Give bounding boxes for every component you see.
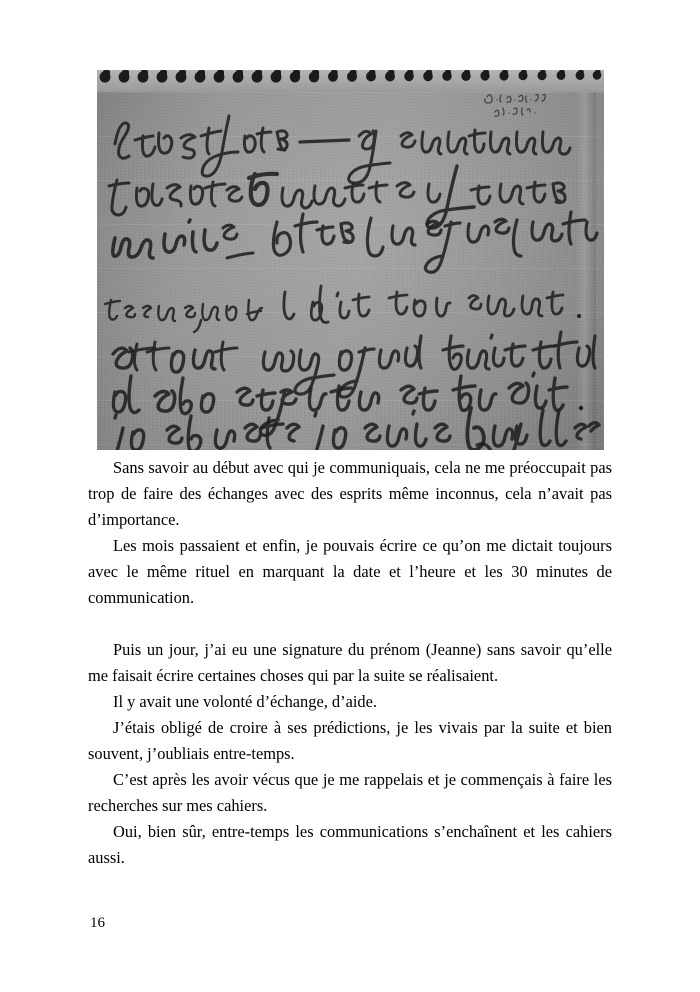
paragraph-group (88, 455, 612, 611)
paragraph: Les mois passaient et enfin, je pouvais écrire ce qu’on me dictait toujours avec le même rituel en marquant la date et l’heure et les 30 minutes de communication. (88, 536, 612, 607)
page-number: 16 (90, 915, 105, 931)
paragraph: Puis un jour, j’ai eu une signature du prénom (Jeanne) sans savoir qu’elle me faisait écrire certaines choses qui par la suite se réalisaient. (88, 640, 612, 685)
paragraph: Oui, bien sûr, entre-temps les communications s’enchaînent et les cahiers aussi. (88, 822, 612, 867)
notebook-photograph (97, 70, 604, 450)
handwritten-text (97, 70, 604, 450)
paragraph: Sans savoir au début avec qui je communiquais, cela ne me préoccupait pas trop de faire des échanges avec des esprits même inconnus, cela n’avait pas d’importance. (88, 458, 612, 529)
photo-canvas (97, 70, 604, 450)
paragraph: C’est après les avoir vécus que je me rappelais et je commençais à faire les recherches sur mes cahiers. (88, 770, 612, 815)
body-text (88, 455, 612, 871)
paragraph-group (88, 637, 612, 871)
paragraph: Il y avait une volonté d’échange, d’aide. (113, 692, 377, 711)
paragraph: J’étais obligé de croire à ses prédictions, je les vivais par la suite et bien souvent, j’oubliais entre-temps. (88, 718, 612, 763)
